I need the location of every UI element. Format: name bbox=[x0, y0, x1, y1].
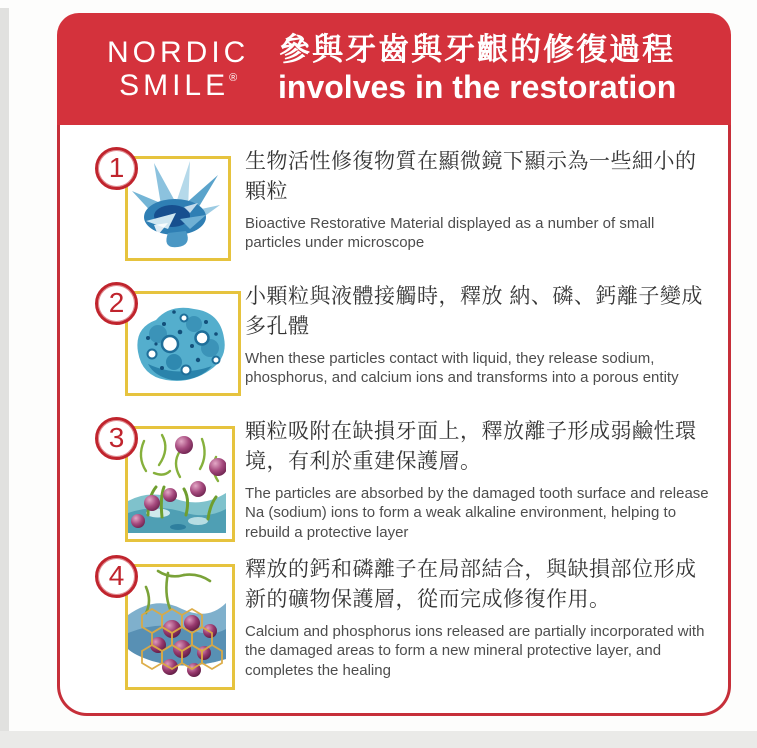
step4-en-text: Calcium and phosphorus ions released are partially incorporated with the damaged areas to form a new mineral protective layer, and completes the healing bbox=[245, 622, 705, 680]
ion-release-illustration bbox=[128, 429, 226, 533]
step1-texts bbox=[245, 147, 712, 253]
step4-texts bbox=[245, 555, 712, 681]
step3-en-text: The particles are absorbed by the damaged tooth surface and release Na (sodium) ions to form a weak alkaline environment, helping to rebuild a protective layer bbox=[245, 484, 709, 542]
mineral-layer-illustration bbox=[128, 567, 226, 681]
blue-crystal-particles-illustration bbox=[128, 159, 222, 252]
step3-texts bbox=[245, 417, 712, 543]
page-edge-left bbox=[0, 8, 9, 748]
step2-en-text: When these particles contact with liquid, they release sodium, phosphorus, and calcium ions and transforms into a porous entity bbox=[245, 349, 679, 387]
step2-texts bbox=[245, 282, 712, 388]
header-titles bbox=[249, 31, 731, 107]
step4-illustration-frame bbox=[125, 564, 235, 690]
step-row-2 bbox=[95, 282, 712, 388]
title-zh: 參與牙齒與牙齦的修復過程 bbox=[279, 32, 676, 68]
step3-number-badge: 3 bbox=[95, 417, 138, 460]
title-en: involves in the restoration bbox=[278, 69, 677, 106]
step2-number-badge: 2 bbox=[95, 282, 138, 325]
step1-illustration-frame bbox=[125, 156, 231, 261]
step4-zh-text: 釋放的鈣和磷離子在局部結合，與缺損部位形成新的礦物保護層，從而完成修復作用。 bbox=[245, 558, 697, 611]
step3-zh-text: 顆粒吸附在缺損牙面上，釋放離子形成弱鹼性環境，有利於重建保護層。 bbox=[245, 420, 697, 473]
step-row-4 bbox=[95, 555, 712, 681]
logo-line2: SMILE® bbox=[119, 69, 238, 102]
step1-zh-text: 生物活性修復物質在顯微鏡下顯示為一些細小的顆粒 bbox=[245, 150, 697, 203]
steps-panel bbox=[57, 125, 731, 716]
nordic-smile-logo bbox=[107, 36, 249, 102]
step4-number-badge: 4 bbox=[95, 555, 138, 598]
registered-mark: ® bbox=[229, 72, 238, 84]
step-row-3 bbox=[95, 417, 712, 543]
page-edge-bottom bbox=[0, 731, 757, 748]
header-banner bbox=[57, 13, 731, 125]
step2-illustration-frame bbox=[125, 291, 241, 396]
step2-zh-text: 小顆粒與液體接觸時，釋放 納、磷、鈣離子變成多孔體 bbox=[245, 285, 703, 338]
step3-illustration-frame bbox=[125, 426, 235, 542]
step-row-1 bbox=[95, 147, 712, 253]
logo-line1: NORDIC bbox=[107, 36, 250, 69]
porous-blue-entity-illustration bbox=[128, 294, 232, 387]
step1-en-text: Bioactive Restorative Material displayed as a number of small particles under microscope bbox=[245, 214, 655, 252]
leaflet-card bbox=[57, 13, 731, 716]
step1-number-badge: 1 bbox=[95, 147, 138, 190]
